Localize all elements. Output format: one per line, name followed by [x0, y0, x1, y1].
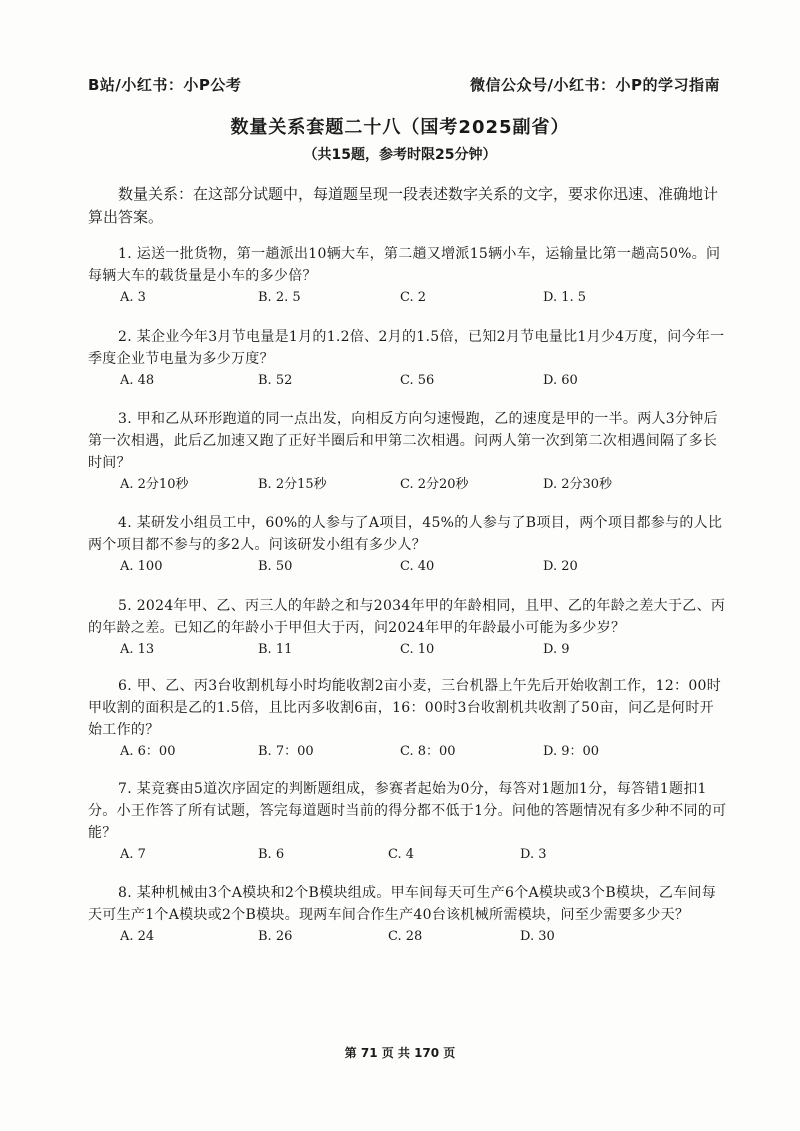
option-d: D. 9：00	[543, 744, 600, 759]
question-5	[88, 595, 728, 661]
question-stem: 8. 某种机械由3个A模块和2个B模块组成。甲车间每天可生产6个A模块或3个B模块，乙车间每天可生产1个A模块或2个B模块。现两车间合作生产40台该机械所需模块，问至少需要多少天？	[88, 885, 717, 923]
question-options	[88, 370, 728, 392]
question-stem: 5. 2024年甲、乙、丙三人的年龄之和与2034年甲的年龄相同，且甲、乙的年龄之差大于乙、丙的年龄之差。已知乙的年龄小于甲但大于丙，问2024年甲的年龄最小可能为多少岁？	[88, 598, 726, 636]
option-b: B. 11	[258, 642, 293, 657]
option-d: D. 1. 5	[543, 290, 587, 305]
question-stem: 7. 某竞赛由5道次序固定的判断题组成，参赛者起始为0分，每答对1题加1分，每答错1题扣1分。小王作答了所有试题，答完每道题时当前的得分都不低于1分。问他的答题情况有多少种不同的可能？	[88, 781, 727, 841]
question-options	[88, 741, 728, 763]
option-d: D. 2分30秒	[543, 477, 613, 492]
question-3	[88, 408, 728, 496]
option-a: A. 48	[120, 373, 155, 388]
option-d: D. 30	[520, 929, 555, 944]
header-right-text: 微信公众号/小红书：小P的学习指南	[470, 76, 720, 94]
option-b: B. 2. 5	[258, 290, 301, 305]
option-b: B. 6	[258, 847, 285, 862]
option-a: A. 3	[120, 290, 146, 305]
page-title: 数量关系套题二十八（国考2025副省）	[230, 117, 570, 138]
option-a: A. 13	[120, 642, 155, 657]
option-c: C. 28	[388, 929, 423, 944]
question-options	[88, 287, 728, 309]
question-1	[88, 243, 728, 309]
option-a: A. 7	[120, 847, 146, 862]
option-b: B. 26	[258, 929, 293, 944]
option-a: A. 24	[120, 929, 155, 944]
question-8	[88, 882, 728, 948]
option-c: C. 56	[400, 373, 435, 388]
option-d: D. 20	[543, 559, 578, 574]
question-options	[88, 474, 728, 496]
option-a: A. 100	[120, 559, 163, 574]
option-c: C. 2	[400, 290, 427, 305]
option-d: D. 9	[543, 642, 570, 657]
header-left-text: B站/小红书：小P公考	[88, 76, 242, 94]
option-b: B. 50	[258, 559, 293, 574]
question-2	[88, 326, 728, 392]
question-options	[88, 556, 728, 578]
option-b: B. 7：00	[258, 744, 314, 759]
option-c: C. 40	[400, 559, 435, 574]
question-options	[88, 926, 728, 948]
option-c: C. 4	[388, 847, 415, 862]
question-stem: 2. 某企业今年3月节电量是1月的1.2倍、2月的1.5倍，已知2月节电量比1月少4万度，问今年一季度企业节电量为多少万度？	[88, 329, 725, 367]
question-4	[88, 512, 728, 578]
question-stem: 4. 某研发小组员工中，60%的人参与了A项目，45%的人参与了B项目，两个项目都参与的人比两个项目都不参与的多2人。问该研发小组有多少人？	[88, 515, 723, 553]
option-c: C. 10	[400, 642, 435, 657]
question-stem: 3. 甲和乙从环形跑道的同一点出发，向相反方向匀速慢跑，乙的速度是甲的一半。两人3分钟后第一次相遇，此后乙加速又跑了正好半圈后和甲第二次相遇。问两人第一次到第二次相遇间隔了多长时间？	[88, 411, 718, 471]
page-number: 第 71 页 共 170 页	[344, 1046, 456, 1060]
option-c: C. 8：00	[400, 744, 456, 759]
option-b: B. 52	[258, 373, 293, 388]
option-a: A. 6：00	[120, 744, 176, 759]
question-stem: 1. 运送一批货物，第一趟派出10辆大车，第二趟又增派15辆小车，运输量比第一趟高50%。问每辆大车的载货量是小车的多少倍？	[88, 246, 721, 284]
question-6	[88, 675, 728, 763]
section-intro: 数量关系：在这部分试题中，每道题呈现一段表述数字关系的文字，要求你迅速、准确地计算出答案。	[88, 185, 719, 226]
question-options	[88, 639, 728, 661]
option-a: A. 2分10秒	[120, 477, 189, 492]
option-b: B. 2分15秒	[258, 477, 327, 492]
question-stem: 6. 甲、乙、丙3台收割机每小时均能收割2亩小麦，三台机器上午先后开始收割工作，12：00时甲收割的面积是乙的1.5倍，且比丙多收割6亩，16：00时3台收割机共收割了50亩，问乙是何时开始工作的？	[88, 678, 722, 738]
question-7	[88, 778, 728, 866]
option-d: D. 3	[520, 847, 547, 862]
page-subtitle: （共15题，参考时限25分钟）	[303, 147, 497, 163]
option-d: D. 60	[543, 373, 578, 388]
option-c: C. 2分20秒	[400, 477, 469, 492]
question-options	[88, 844, 728, 866]
